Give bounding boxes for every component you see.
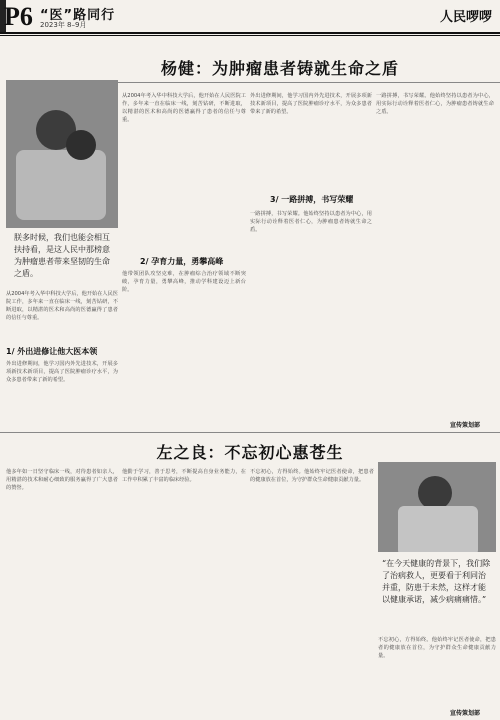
article1-body-col1b: 外出进修期间，他学习国内外先进技术，开展多项新技术新项目，提高了医院肿瘤诊疗水平，为众多患者带来了新的希望。	[6, 361, 118, 383]
article1-body-col3b: 一路拼搏，书写荣耀。他始终坚持以患者为中心，用实际行动诠释着医者仁心，为肿瘤患者铸就生命之盾。	[250, 211, 372, 233]
page-header	[0, 0, 500, 34]
article1-photo-caption: 朕多时候，我们也能会相互扶持看，是这人民中那榜意为肿瘤患者带来坚韧的生命之盾。	[14, 233, 110, 278]
article1-body-col3: 外出进修期间，他学习国内外先进技术，开展多项新技术新项目，提高了医院肿瘤诊疗水平，为众多患者带来了新的希望。	[250, 93, 372, 115]
masthead: 人民啰啰	[439, 10, 492, 25]
page-number: P6	[4, 2, 33, 31]
article2-body-col4: 不忘初心，方得始终。他始终牢记医者使命，把患者的健康放在首位，为守护群众生命健康贡献力量。	[378, 637, 496, 659]
article1-author: 宣传策划部	[450, 422, 481, 429]
article1-body-col1: 从2004年考入华中科技大学后，他开始在人民医院工作，多年来一直在临床一线，刻苦钻研，不断进取，以精湛的医术和高尚的医德赢得了患者的信任与尊重。	[6, 291, 118, 321]
article1-subhead-1: 1/ 外出进修让他大医本领	[6, 347, 98, 356]
article1-subhead-3: 3/ 一路拼搏，书写荣耀	[270, 195, 354, 204]
article2-body-col1: 他多年如一日坚守临床一线，对待患者如亲人，用精湛的技术和耐心细致的服务赢得了广大患者的赞誉。	[6, 469, 118, 491]
article1-body-col2b: 他带领团队攻坚克难，在肿瘤综合治疗领域不断突破，孕育力量，勇攀高峰，推动学科建设迈上新台阶。	[122, 271, 246, 293]
article1-body-col2: 从2004年考入华中科技大学后，他开始在人民医院工作，多年来一直在临床一线，刻苦钻研，不断进取，以精湛的医术和高尚的医德赢得了患者的信任与尊重。	[122, 93, 246, 123]
article2-headline-text: 左之良：不忘初心惠苍生	[156, 443, 344, 462]
article2-quote-text: “在今天健康的背景下，我们除了治病救人，更要看于利同治并重，防患于未然，这样才能以健康承诺，减少病痛痛惜。”	[382, 559, 491, 604]
issue-date: 2023年 8–9月	[40, 21, 87, 29]
article2-quote	[382, 558, 492, 606]
article2-headline	[0, 440, 500, 463]
article1-body-col4: 一路拼搏，书写荣耀。他始终坚持以患者为中心，用实际行动诠释着医者仁心，为肿瘤患者铸就生命之盾。	[376, 93, 494, 115]
article2-photo	[378, 462, 496, 552]
article2-body-col2: 他勤于学习，善于思考，不断提高自身业务能力，在工作中积累了丰富的临床经验。	[122, 469, 246, 483]
header-rule-thin	[0, 35, 500, 36]
article1-photo	[6, 80, 118, 228]
column-name: “医”路同行	[40, 8, 116, 23]
section-divider	[0, 432, 500, 433]
article1-headline	[60, 56, 500, 79]
article1-subhead-2: 2/ 孕育力量，勇攀高峰	[140, 257, 224, 266]
header-rule	[0, 32, 500, 34]
article2-author: 宣传策划部	[450, 710, 481, 717]
headline-divider	[60, 82, 500, 83]
article2-body-col3: 不忘初心，方得始终。他始终牢记医者使命，把患者的健康放在首位，为守护群众生命健康贡献力量。	[250, 469, 374, 483]
article1-headline-text: 杨健：为肿瘤患者铸就生命之盾	[160, 59, 399, 78]
